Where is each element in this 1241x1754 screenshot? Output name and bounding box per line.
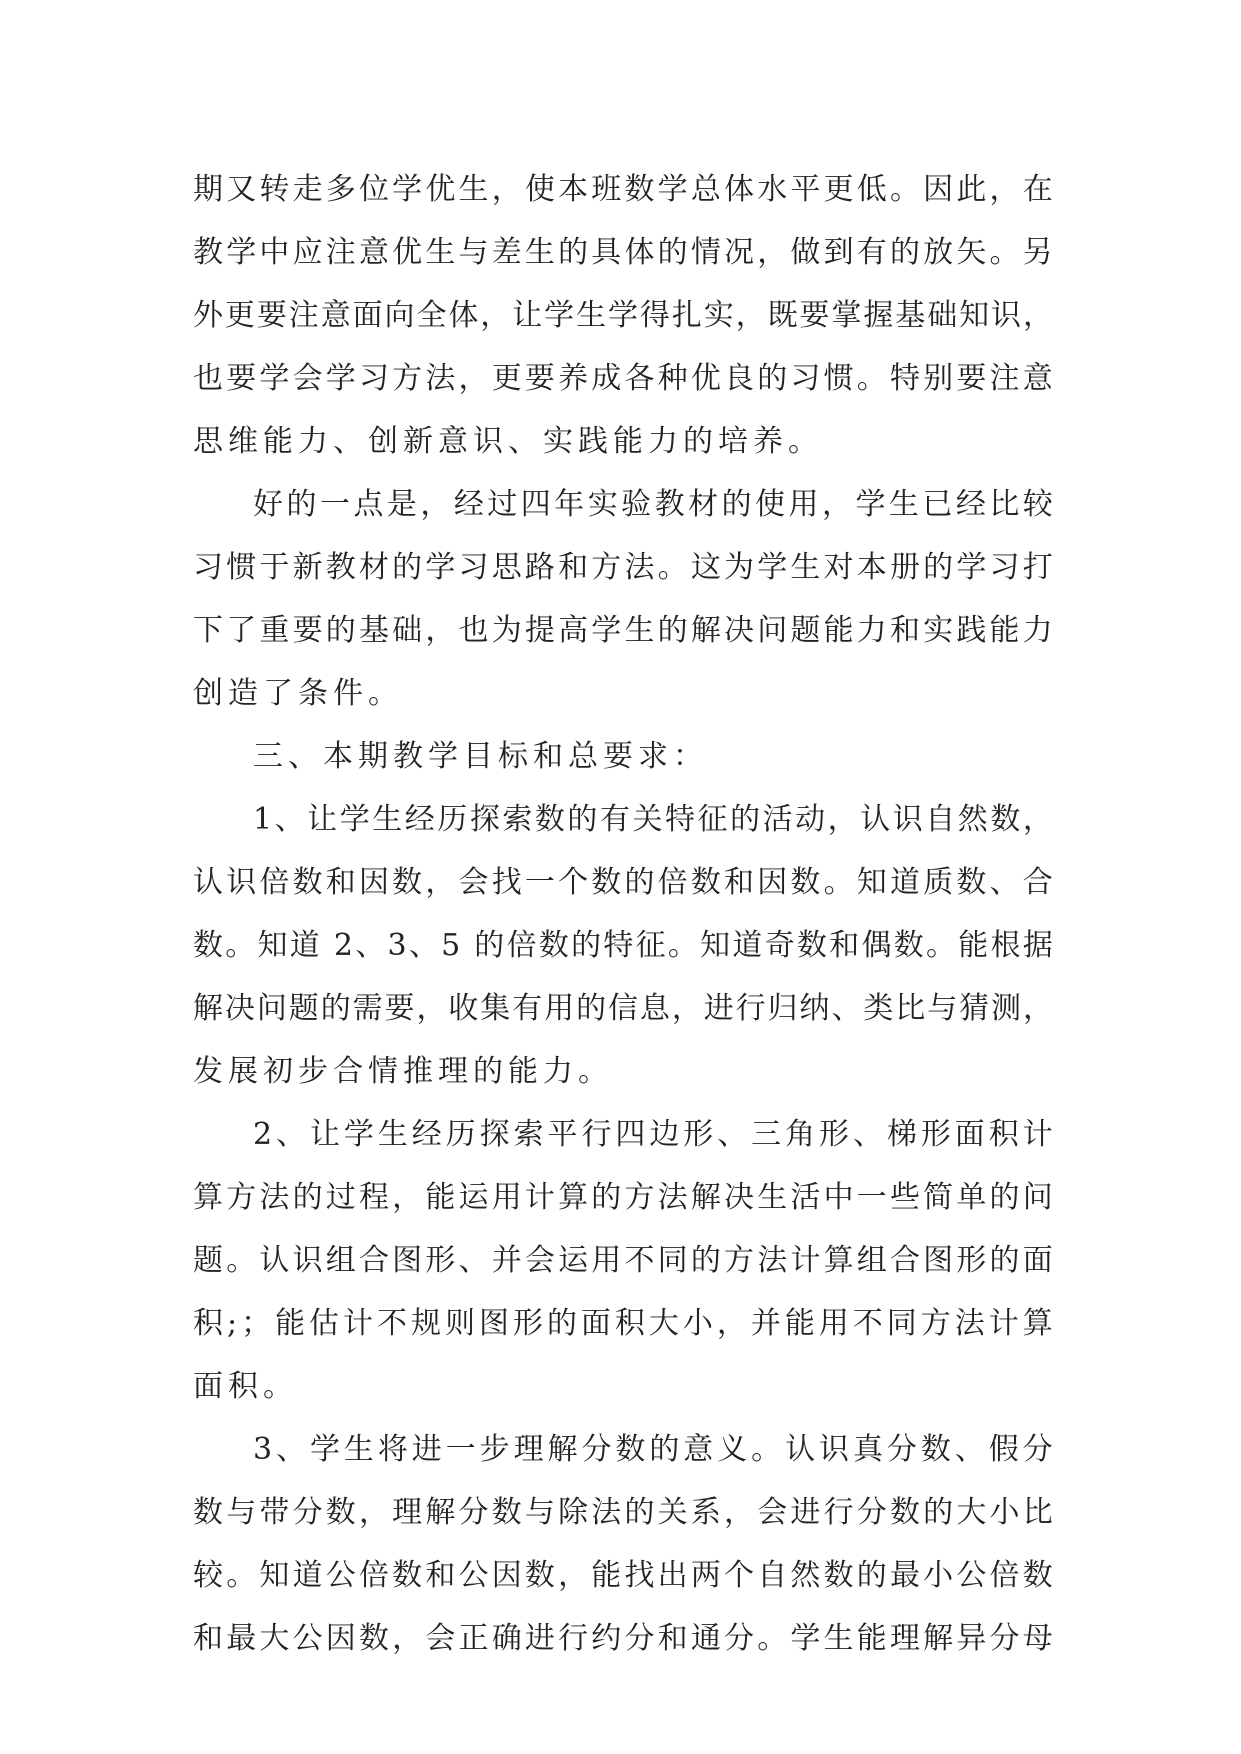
text-line: 数 与 带 分 数 ， 理 解 分 数 与 除 法 的 关 系 ， 会 进 行 分 数 的 大 小 比 xyxy=(193,1495,1053,1530)
paragraph-goal-3 xyxy=(193,1418,1053,1670)
text-line: 也 要 学 会 学 习 方 法 ， 更 要 养 成 各 种 优 良 的 习 惯 。 特 别 要 注 意 xyxy=(193,361,1053,396)
paragraph-goal-1 xyxy=(193,788,1053,1103)
text-line: 教 学 中 应 注 意 优 生 与 差 生 的 具 体 的 情 况 ， 做 到 有 的 放 矢 。 另 xyxy=(193,235,1053,270)
text-line: 2 、 让 学 生 经 历 探 索 平 行 四 边 形 、 三 角 形 、 梯 形 面 积 计 xyxy=(253,1117,1053,1152)
text-line: 积 ; ； 能 估 计 不 规 则 图 形 的 面 积 大 小 ， 并 能 用 不 同 方 法 计 算 xyxy=(193,1306,1053,1341)
text-line: 3 、 学 生 将 进 一 步 理 解 分 数 的 意 义 。 认 识 真 分 数 、 假 分 xyxy=(253,1432,1053,1467)
text-line: 1 、 让 学 生 经 历 探 索 数 的 有 关 特 征 的 活 动 ， 认 识 自 然 数 ， xyxy=(253,802,1053,837)
paragraph-2 xyxy=(193,473,1053,725)
text-line: 发展初步合情推理的能力。 xyxy=(193,1054,613,1089)
text-line: 和 最 大 公 因 数 ， 会 正 确 进 行 约 分 和 通 分 。 学 生 能 理 解 异 分 母 xyxy=(193,1621,1053,1656)
text-line: 下 了 重 要 的 基 础 ， 也 为 提 高 学 生 的 解 决 问 题 能 力 和 实 践 能 力 xyxy=(193,613,1053,648)
text-line: 认 识 倍 数 和 因 数 ， 会 找 一 个 数 的 倍 数 和 因 数 。 知 道 质 数 、 合 xyxy=(193,865,1053,900)
document-body xyxy=(193,158,1053,1670)
text-line: 习 惯 于 新 教 材 的 学 习 思 路 和 方 法 。 这 为 学 生 对 本 册 的 学 习 打 xyxy=(193,550,1053,585)
text-line: 好 的 一 点 是 ， 经 过 四 年 实 验 教 材 的 使 用 ， 学 生 已 经 比 较 xyxy=(253,487,1053,522)
text-line: 数 。 知 道 2 、 3 、 5 的 倍 数 的 特 征 。 知 道 奇 数 和 偶 数 。 能 根 据 xyxy=(193,928,1053,963)
text-line: 外 更 要 注 意 面 向 全 体 ， 让 学 生 学 得 扎 实 ， 既 要 掌 握 基 础 知 识 ， xyxy=(193,298,1053,333)
heading-line: 三、本期教学目标和总要求： xyxy=(253,739,708,774)
text-line: 期 又 转 走 多 位 学 优 生 ， 使 本 班 数 学 总 体 水 平 更 低 。 因 此 ， 在 xyxy=(193,172,1053,207)
text-line: 思维能力、创新意识、实践能力的培养。 xyxy=(193,424,823,459)
text-line: 解 决 问 题 的 需 要 ， 收 集 有 用 的 信 息 ， 进 行 归 纳 、 类 比 与 猜 测 ， xyxy=(193,991,1053,1026)
text-line: 面积。 xyxy=(193,1369,298,1404)
paragraph-goal-2 xyxy=(193,1103,1053,1418)
text-line: 算 方 法 的 过 程 ， 能 运 用 计 算 的 方 法 解 决 生 活 中 一 些 简 单 的 问 xyxy=(193,1180,1053,1215)
text-line: 题 。 认 识 组 合 图 形 、 并 会 运 用 不 同 的 方 法 计 算 组 合 图 形 的 面 xyxy=(193,1243,1053,1278)
text-line: 较 。 知 道 公 倍 数 和 公 因 数 ， 能 找 出 两 个 自 然 数 的 最 小 公 倍 数 xyxy=(193,1558,1053,1593)
section-heading xyxy=(193,725,1053,788)
text-line: 创造了条件。 xyxy=(193,676,403,711)
paragraph-1 xyxy=(193,158,1053,473)
